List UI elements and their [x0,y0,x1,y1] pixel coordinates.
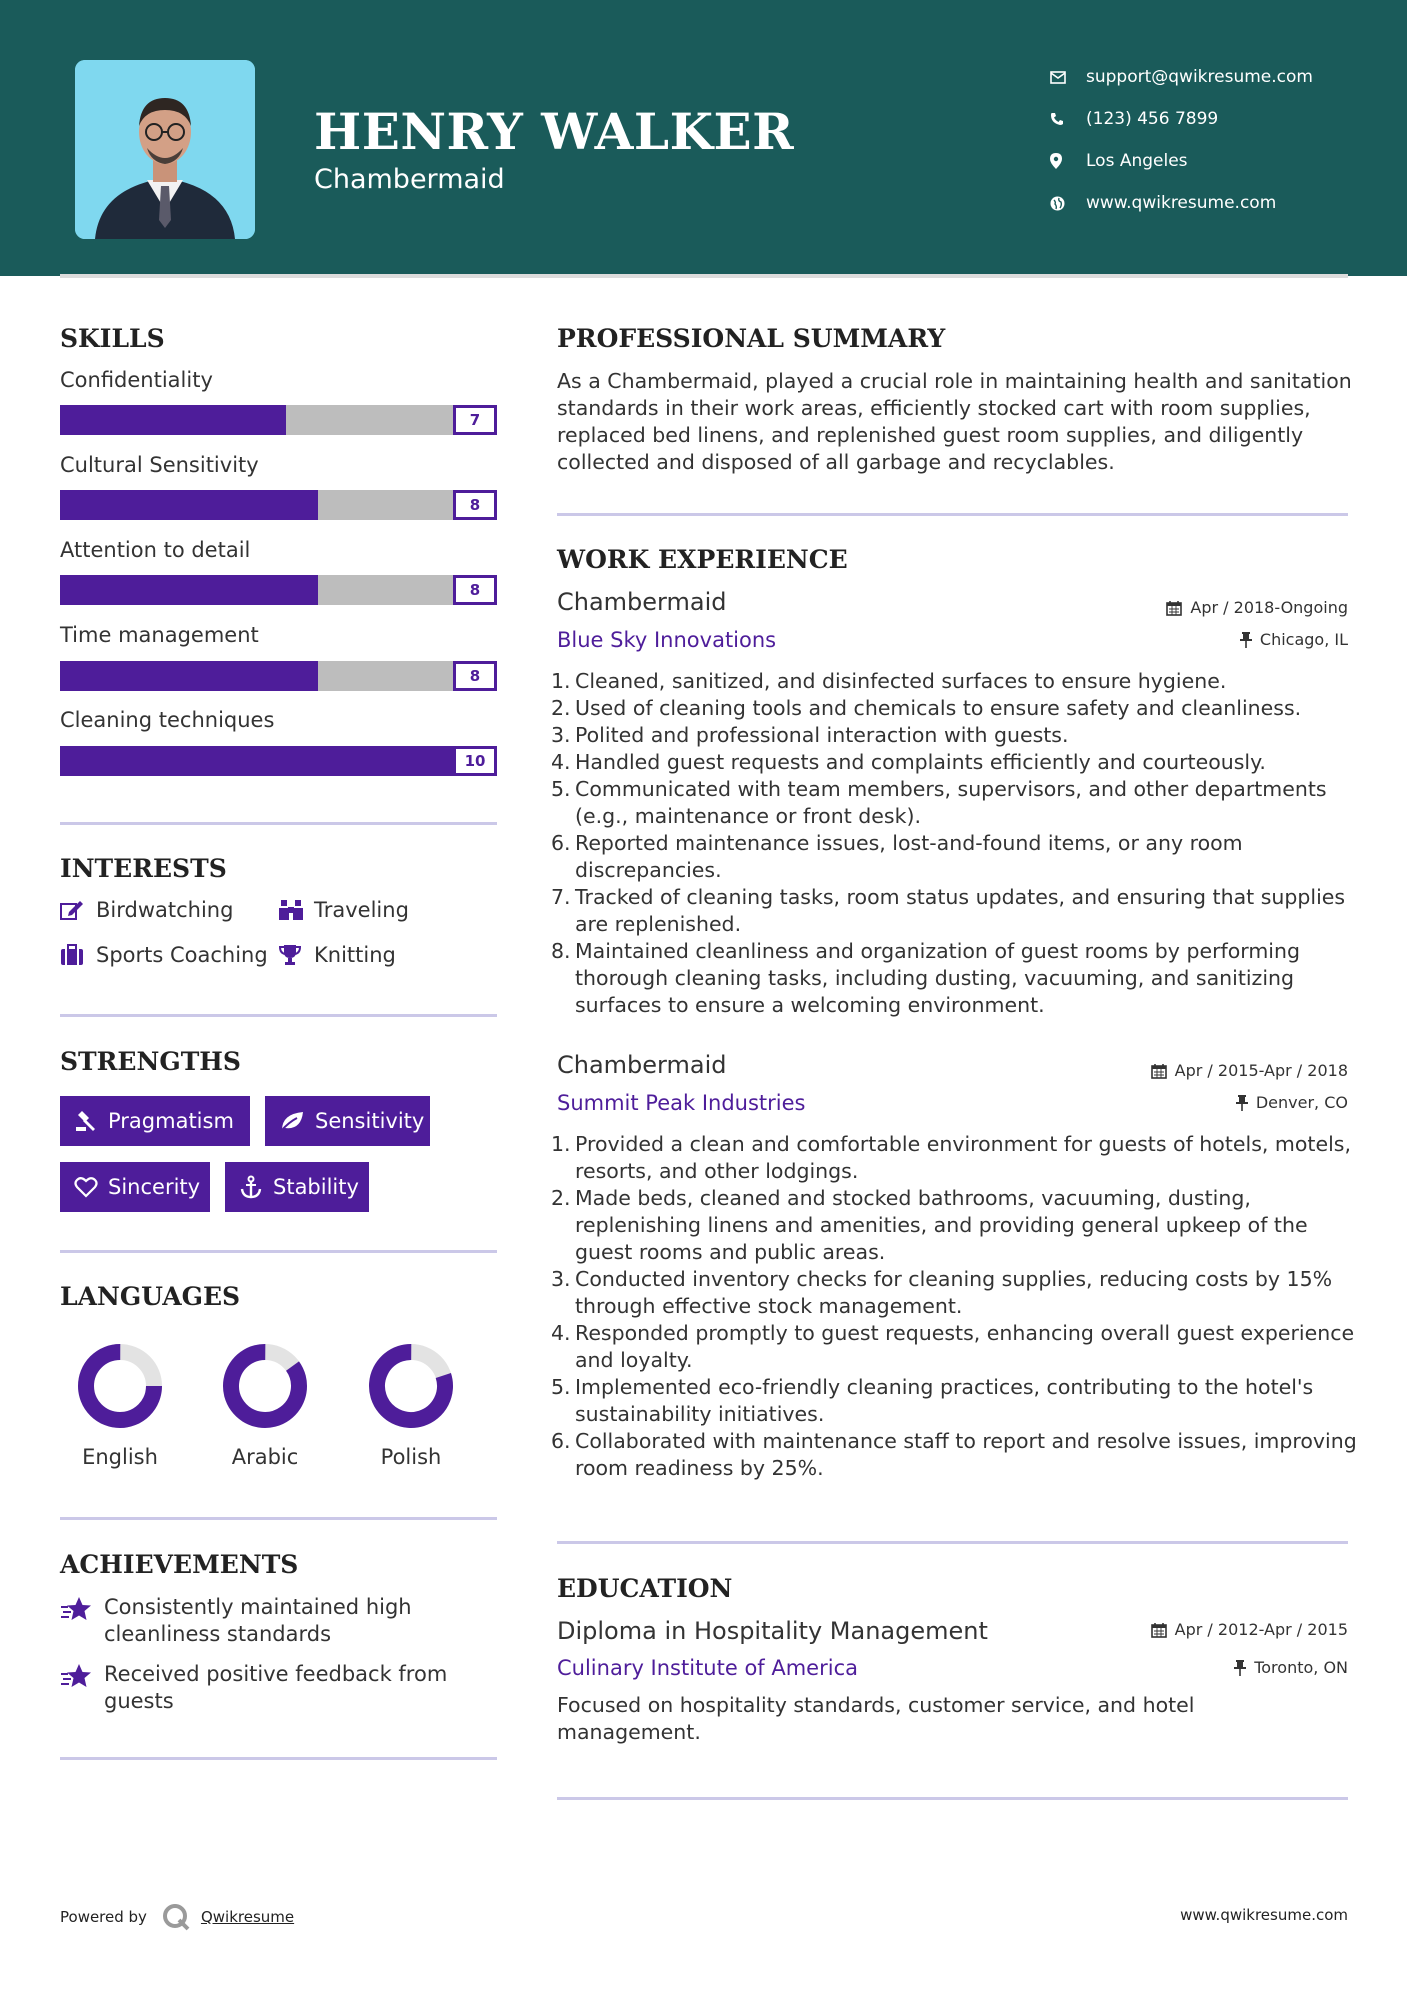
section-divider [60,1250,497,1253]
skill-bar-fill [60,490,318,520]
list-item: 1. Cleaned, sanitized, and disinfected surfaces to ensure hygiene. [551,669,1227,693]
job-date-text: Apr / 2015-Apr / 2018 [1174,1061,1348,1080]
section-divider [557,1797,1348,1800]
gavel-icon [74,1109,98,1133]
skill-value-badge: 7 [453,405,497,435]
list-item: 5. Communicated with team members, supervisors, and other departments (e.g., maintenance or front desk). [551,777,1327,828]
language-donut [219,1340,311,1432]
language-label: Arabic [231,1445,299,1469]
pushpin-icon [1240,632,1252,648]
education-text: Focused on hospitality standards, customer service, and hotel management. [557,1693,1195,1744]
skill-bar-fill [60,405,286,435]
list-item: 2. Made beds, cleaned and stocked bathrooms, vacuuming, dusting, replenishing linens and amenities, and providing general upkeep of the guest rooms and public areas. [551,1186,1308,1264]
skill-value-badge: 8 [453,575,497,605]
heart-icon [74,1176,98,1198]
candidate-name: HENRY WALKER [314,102,795,161]
job-location-text: Chicago, IL [1259,630,1348,649]
section-divider [60,1757,497,1760]
language-donut [365,1340,457,1432]
list-item: 7. Tracked of cleaning tasks, room status updates, and ensuring that supplies are replenished. [551,885,1346,936]
job-date [1151,1061,1348,1080]
phone-icon [1050,112,1086,126]
job-location [1240,630,1348,649]
skill-bar [60,405,497,435]
strength-tag [225,1162,369,1212]
education-location [1234,1658,1348,1677]
job-company: Blue Sky Innovations [557,628,777,652]
language-label: Polish [380,1445,442,1469]
footer-powered [60,1902,294,1932]
edit-icon [60,899,96,921]
skill-bar [60,575,497,605]
summary-text: As a Chambermaid, played a crucial role in maintaining health and sanitation standards in their work areas, efficiently stocked cart with room supplies, replaced bed linens, and replenished guest room supplies, and diligently collected and disposed of all garbage and recyclables. [557,369,1352,474]
skill-name: Attention to detail [60,538,251,562]
pushpin-icon [1236,1095,1248,1111]
contact-location-text: Los Angeles [1086,151,1188,171]
interest-item [60,898,233,922]
education-title: EDUCATION [557,1574,733,1603]
strength-label: Sensitivity [315,1109,425,1133]
section-divider [557,1541,1348,1544]
list-item: 2. Used of cleaning tools and chemicals to ensure safety and cleanliness. [551,696,1302,720]
school-name: Culinary Institute of America [557,1656,858,1680]
leaf-icon [279,1110,305,1132]
contact-location [1050,140,1313,182]
skill-value-badge: 8 [453,490,497,520]
contact-website[interactable] [1050,182,1313,224]
job-bullets [551,1131,1357,1482]
calendar-icon [1166,600,1182,616]
strength-tag [60,1162,210,1212]
skill-name: Cultural Sensitivity [60,453,259,477]
anchor-icon [239,1175,263,1199]
job-title: Chambermaid [557,1051,727,1079]
achievement-text: Consistently maintained high cleanliness standards [104,1595,412,1646]
list-item: 4. Handled guest requests and complaints efficiently and courteously. [551,750,1266,774]
interest-label: Traveling [314,898,409,922]
job-bullets [551,668,1357,1019]
skill-bar [60,661,497,691]
list-item: 3. Polited and professional interaction with guests. [551,723,1069,747]
globe-icon [1050,196,1086,211]
interests-title: INTERESTS [60,854,227,883]
skill-bar-fill [60,661,318,691]
star-icon [60,1661,104,1715]
contact-email-text: support@qwikresume.com [1086,67,1313,87]
skills-title: SKILLS [60,324,165,353]
calendar-icon [1151,1622,1167,1638]
contact-website-text: www.qwikresume.com [1086,193,1277,213]
qwikresume-link[interactable]: Qwikresume [200,1908,295,1926]
list-item: 8. Maintained cleanliness and organization of guest rooms by performing thorough cleaning tasks, including dusting, vacuuming, and sanitizing surfaces to ensure a welcoming environment. [551,939,1301,1017]
interest-label: Knitting [314,943,396,967]
interest-item [278,943,396,967]
job-date [1166,598,1348,617]
strengths-title: STRENGTHS [60,1047,241,1076]
section-divider [60,822,497,825]
summary-title: PROFESSIONAL SUMMARY [557,324,946,353]
interest-label: Sports Coaching [96,943,268,967]
skill-name: Confidentiality [60,368,213,392]
strength-label: Pragmatism [108,1109,234,1133]
section-divider [60,1014,497,1017]
strength-tag [265,1096,430,1146]
interest-item [60,943,268,967]
contact-phone[interactable] [1050,98,1313,140]
strength-label: Sincerity [108,1175,201,1199]
binoculars-icon [278,899,314,921]
degree-title: Diploma in Hospitality Management [557,1617,988,1645]
job-title: Chambermaid [557,588,727,616]
section-divider [60,1517,497,1520]
star-icon [60,1594,104,1648]
powered-by-label: Powered by [60,1908,147,1926]
header-underline [60,274,1348,278]
achievement-item [60,1594,490,1648]
language-donut [74,1340,166,1432]
footer-url[interactable]: www.qwikresume.com [1180,1906,1348,1924]
profile-photo [75,60,255,239]
interest-label: Birdwatching [96,898,234,922]
achievement-item [60,1661,490,1715]
list-item: 3. Conducted inventory checks for cleaning supplies, reducing costs by 15% through effective stock management. [551,1267,1333,1318]
job-date-text: Apr / 2018-Ongoing [1190,598,1348,617]
experience-title: WORK EXPERIENCE [557,545,848,574]
contact-phone-text: (123) 456 7899 [1086,109,1219,129]
pushpin-icon [1234,1660,1246,1676]
language-label: English [82,1445,158,1469]
education-date-text: Apr / 2012-Apr / 2015 [1174,1620,1348,1639]
candidate-role: Chambermaid [314,164,505,195]
skill-bar-fill [60,575,318,605]
qwikresume-logo-icon [161,1902,191,1932]
education-date [1151,1620,1348,1639]
strength-label: Stability [273,1175,359,1199]
job-location-text: Denver, CO [1255,1093,1348,1112]
map-pin-icon [1050,153,1086,169]
calendar-icon [1151,1063,1167,1079]
achievement-text: Received positive feedback from guests [104,1662,448,1713]
skill-name: Cleaning techniques [60,708,275,732]
skill-name: Time management [60,623,259,647]
list-item: 5. Implemented eco-friendly cleaning practices, contributing to the hotel's sustainability initiatives. [551,1375,1314,1426]
skill-value-badge: 10 [453,746,497,776]
skill-bar [60,490,497,520]
interest-item [278,898,409,922]
briefcase-icon [60,944,96,966]
contact-email[interactable] [1050,56,1313,98]
skill-bar-fill [60,746,497,776]
job-company: Summit Peak Industries [557,1091,806,1115]
achievements-title: ACHIEVEMENTS [60,1550,299,1579]
strength-tag [60,1096,250,1146]
resume-header [0,0,1407,276]
trophy-icon [278,944,314,966]
skill-bar [60,746,497,776]
language-item [205,1340,325,1469]
list-item: 4. Responded promptly to guest requests, enhancing overall guest experience and loyalty. [551,1321,1355,1372]
list-item: 1. Provided a clean and comfortable environment for guests of hotels, motels, resorts, and other lodgings. [551,1132,1351,1183]
list-item: 6. Collaborated with maintenance staff to report and resolve issues, improving room readiness by 25%. [551,1429,1357,1480]
language-item [60,1340,180,1469]
language-item [351,1340,471,1469]
languages-title: LANGUAGES [60,1282,241,1311]
contact-list [1050,56,1313,224]
skill-value-badge: 8 [453,661,497,691]
envelope-icon [1050,71,1086,84]
job-location [1236,1093,1348,1112]
education-location-text: Toronto, ON [1254,1658,1348,1677]
list-item: 6. Reported maintenance issues, lost-and-found items, or any room discrepancies. [551,831,1243,882]
section-divider [557,513,1348,516]
